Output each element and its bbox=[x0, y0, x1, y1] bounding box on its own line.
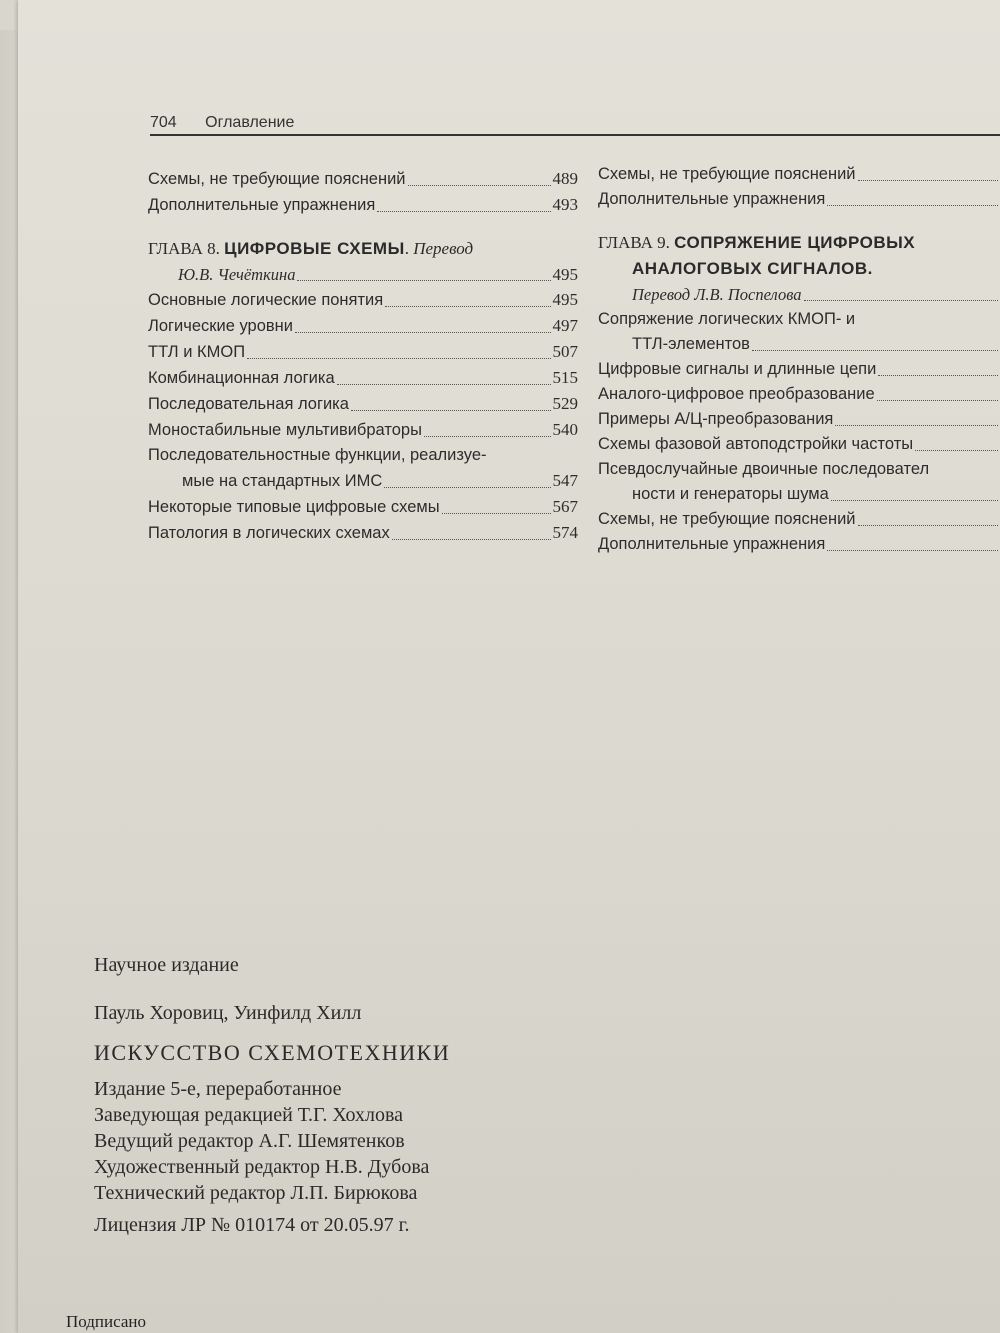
toc-entry bbox=[598, 332, 1000, 357]
dot-leader bbox=[377, 210, 550, 212]
toc-entry bbox=[598, 507, 1000, 532]
footer-cut-text: Подписано bbox=[66, 1312, 147, 1331]
translator-name: Перевод Л.В. Поспелова bbox=[632, 285, 802, 304]
dot-leader bbox=[878, 374, 998, 376]
chapter-title: СОПРЯЖЕНИЕ ЦИФРОВЫХ bbox=[674, 233, 916, 252]
toc-entry-title: Сопряжение логических КМОП- и bbox=[598, 310, 856, 328]
toc-left-column bbox=[148, 166, 578, 546]
chapter-title: ЦИФРОВЫЕ СХЕМЫ bbox=[224, 239, 405, 258]
toc-entry bbox=[148, 468, 578, 494]
toc-entry-page: 547 bbox=[552, 471, 578, 490]
toc-entry-page: 540 bbox=[552, 420, 578, 439]
dot-leader bbox=[351, 409, 551, 411]
toc-entry bbox=[148, 520, 578, 546]
dot-leader bbox=[384, 486, 550, 488]
toc-entry-title: Дополнительные упражнения bbox=[598, 190, 826, 208]
toc-entry bbox=[148, 339, 578, 365]
toc-entry bbox=[598, 307, 1000, 332]
edition: Издание 5-е, переработанное bbox=[94, 1078, 342, 1100]
toc-entry bbox=[148, 391, 578, 417]
toc-entry-title: Патология в логических схемах bbox=[148, 524, 390, 542]
toc-entry-title: ТТЛ и КМОП bbox=[148, 343, 246, 361]
toc-entry-page: 515 bbox=[552, 368, 578, 387]
toc-entry bbox=[598, 382, 1000, 407]
toc-entry-page: 489 bbox=[552, 169, 578, 188]
toc-entry-page: 493 bbox=[552, 195, 578, 214]
translator-name: Ю.В. Чечёткина bbox=[178, 265, 296, 284]
toc-entry bbox=[148, 313, 578, 339]
toc-entry bbox=[148, 166, 578, 192]
chapter-label: ГЛАВА 9. bbox=[598, 233, 670, 252]
dot-leader bbox=[297, 279, 550, 281]
toc-entry bbox=[598, 357, 1000, 382]
toc-entry-page: 495 bbox=[552, 290, 578, 309]
dot-leader bbox=[752, 349, 998, 351]
toc-entry-title-cont: ности и генераторы шума bbox=[632, 485, 829, 503]
header-rule bbox=[150, 134, 1000, 136]
toc-entry-title: Псевдослучайные двоичные последовател bbox=[598, 460, 930, 478]
toc-entry-title: Примеры А/Ц-преобразования bbox=[598, 410, 834, 428]
chapter-label: ГЛАВА 8. bbox=[148, 239, 220, 258]
chapter-heading bbox=[598, 230, 1000, 256]
toc-entry-page: 574 bbox=[552, 523, 578, 542]
toc-entry bbox=[598, 457, 1000, 482]
toc-entry bbox=[148, 365, 578, 391]
toc-entry-title: Последовательная логика bbox=[148, 395, 349, 413]
toc-entry-title-cont: ТТЛ-элементов bbox=[632, 335, 750, 353]
toc-entry-title: Цифровые сигналы и длинные цепи bbox=[598, 360, 877, 378]
dot-leader bbox=[408, 184, 551, 186]
dot-leader bbox=[337, 383, 551, 385]
toc-right-column bbox=[598, 162, 1000, 557]
toc-entry bbox=[148, 443, 578, 468]
running-header bbox=[150, 114, 1000, 132]
dot-leader bbox=[247, 357, 550, 359]
tech-editor: Технический редактор Л.П. Бирюкова bbox=[94, 1182, 418, 1204]
dot-leader bbox=[385, 305, 550, 307]
dot-leader bbox=[835, 424, 998, 426]
toc-entry-page: 507 bbox=[552, 342, 578, 361]
toc-entry-page: 497 bbox=[552, 316, 578, 335]
toc-entry-title: Дополнительные упражнения bbox=[148, 196, 376, 214]
toc-entry-title: Основные логические понятия bbox=[148, 291, 384, 309]
dot-leader bbox=[827, 204, 998, 206]
toc-entry-title: Последовательностные функции, реализуе- bbox=[148, 446, 487, 464]
book-title: ИСКУССТВО СХЕМОТЕХНИКИ bbox=[94, 1040, 451, 1065]
dot-leader bbox=[877, 399, 998, 401]
head-editor: Заведующая редакцией Т.Г. Хохлова bbox=[94, 1104, 404, 1126]
dot-leader bbox=[831, 499, 998, 501]
translator-prefix: Перевод bbox=[413, 239, 474, 258]
art-editor: Художественный редактор Н.В. Дубова bbox=[94, 1156, 430, 1178]
dot-leader bbox=[827, 549, 998, 551]
toc-entry bbox=[598, 482, 1000, 507]
dot-leader bbox=[915, 449, 998, 451]
toc-entry-title: Логические уровни bbox=[148, 317, 293, 335]
toc-entry-title: Комбинационная логика bbox=[148, 369, 335, 387]
dot-leader bbox=[804, 299, 999, 301]
toc-entry bbox=[598, 187, 1000, 212]
dot-leader bbox=[858, 179, 998, 181]
dot-leader bbox=[442, 512, 551, 514]
toc-entry-page: 567 bbox=[552, 497, 578, 516]
toc-entry bbox=[148, 417, 578, 443]
publication-type: Научное издание bbox=[94, 954, 239, 976]
toc-entry-page: 529 bbox=[552, 394, 578, 413]
toc-entry-title: Схемы фазовой автоподстройки частоты bbox=[598, 435, 914, 453]
toc-entry bbox=[598, 432, 1000, 457]
toc-entry-title: Схемы, не требующие пояснений bbox=[598, 510, 856, 528]
chapter-title-cont: АНАЛОГОВЫХ СИГНАЛОВ. bbox=[632, 259, 873, 278]
toc-entry-title: Аналого-цифровое преобразование bbox=[598, 385, 875, 403]
toc-entry bbox=[598, 532, 1000, 557]
dot-leader bbox=[392, 538, 551, 540]
dot-leader bbox=[295, 331, 551, 333]
dot-leader bbox=[858, 524, 998, 526]
toc-entry-title: Схемы, не требующие пояснений bbox=[148, 170, 406, 188]
authors: Пауль Хоровиц, Уинфилд Хилл bbox=[94, 1002, 362, 1024]
toc-entry bbox=[148, 287, 578, 313]
page-number: 704 bbox=[150, 114, 177, 131]
toc-entry bbox=[148, 192, 578, 218]
toc-entry bbox=[148, 494, 578, 520]
lead-editor: Ведущий редактор А.Г. Шемятенков bbox=[94, 1130, 405, 1152]
section-name: Оглавление bbox=[205, 114, 295, 131]
dot-leader bbox=[424, 435, 551, 437]
imprint-block bbox=[94, 952, 794, 1238]
toc-entry-page: 495 bbox=[552, 265, 578, 284]
toc-entry bbox=[598, 162, 1000, 187]
toc-entry bbox=[598, 282, 1000, 307]
license: Лицензия ЛР № 010174 от 20.05.97 г. bbox=[94, 1214, 410, 1236]
toc-entry-title: Некоторые типовые цифровые схемы bbox=[148, 498, 440, 516]
toc-entry-title-cont: мые на стандартных ИМС bbox=[182, 472, 383, 490]
toc-entry-title: Дополнительные упражнения bbox=[598, 535, 826, 553]
toc-entry bbox=[598, 407, 1000, 432]
toc-entry-title: Моностабильные мультивибраторы bbox=[148, 421, 422, 439]
chapter-heading: ГЛАВА 8. ЦИФРОВЫЕ СХЕМЫ. Перевод bbox=[148, 239, 474, 258]
toc-entry-title: Схемы, не требующие пояснений bbox=[598, 165, 856, 183]
toc-entry bbox=[148, 262, 578, 287]
chapter-heading-cont bbox=[598, 256, 1000, 282]
